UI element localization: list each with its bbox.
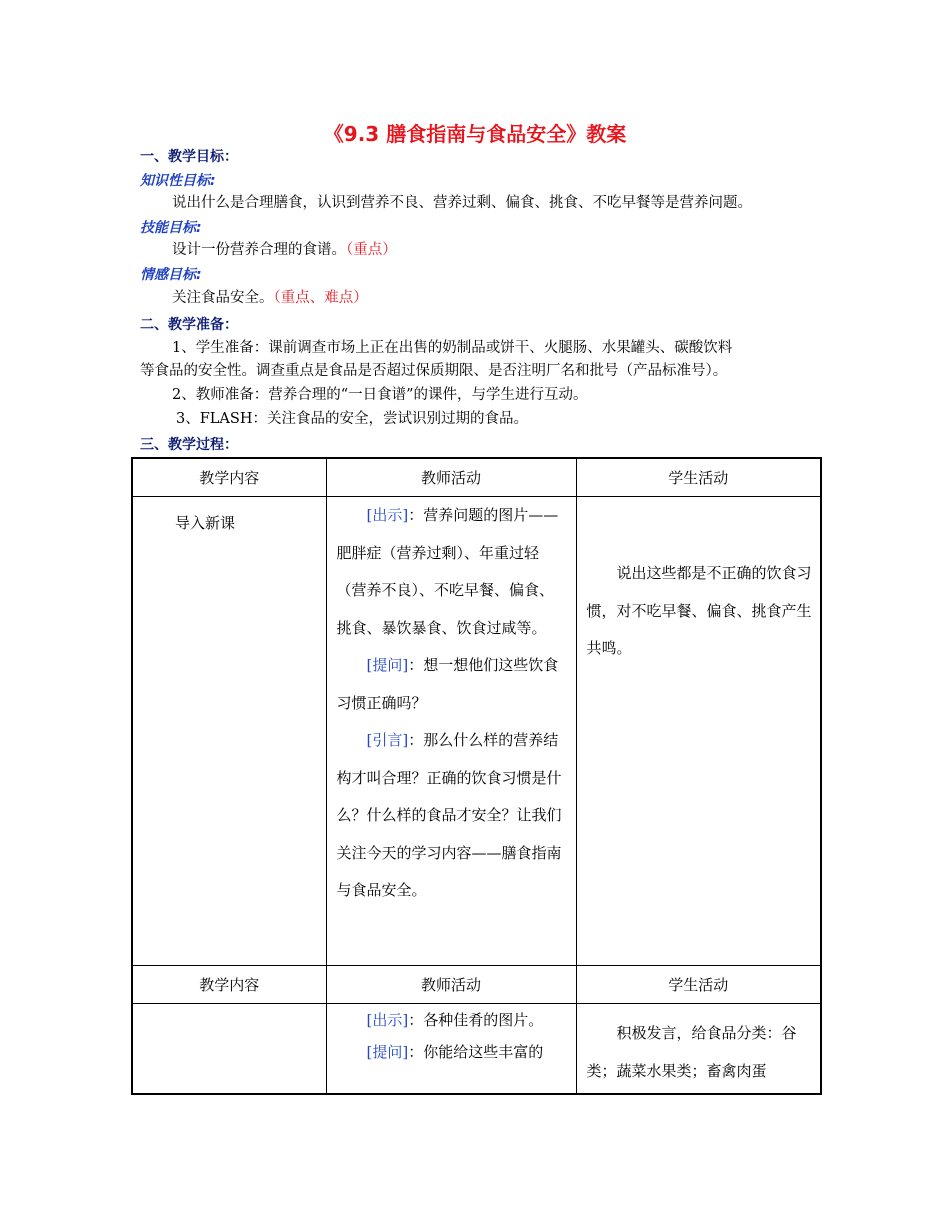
header-student: 学生活动 <box>576 458 821 497</box>
row1-content-cell <box>132 497 326 966</box>
teacher-text: ：各种佳肴的图片。 <box>408 1011 544 1029</box>
section-process-heading: 三、教学过程： <box>140 437 238 453</box>
teacher-text: ：想一想他们这些饮食习惯正确吗？ <box>336 656 559 712</box>
prep-item-3: 3、FLASH：关注食品的安全，尝试识别过期的食品。 <box>176 411 528 427</box>
skill-goal-label: 技能目标: <box>140 220 202 236</box>
teacher-tag: [引言] <box>366 731 409 749</box>
section-prep-heading: 二、教学准备： <box>140 317 238 333</box>
emotion-goal-note: （重点、难点） <box>273 290 368 306</box>
teacher-tag: [提问] <box>366 1043 409 1061</box>
row2-content-cell <box>132 1004 326 1094</box>
row1-student-text: 说出这些都是不正确的饮食习惯，对不吃早餐、偏食、挑食产生共鸣。 <box>586 564 812 657</box>
row1-student-cell <box>576 497 821 966</box>
header-content: 教学内容 <box>132 458 326 497</box>
header-teacher: 教师活动 <box>326 966 576 1004</box>
emotion-goal-label: 情感目标: <box>140 267 202 283</box>
row2-teacher-cell <box>326 1004 576 1094</box>
teacher-tag: [出示] <box>366 506 409 524</box>
knowledge-goal-text: 说出什么是合理膳食，认识到营养不良、营养过剩、偏食、挑食、不吃早餐等是营养问题。 <box>172 195 752 211</box>
teacher-text: ：营养问题的图片——肥胖症（营养过剩）、年重过轻（营养不良）、不吃早餐、偏食、挑食、暴饮暴食、饮食过咸等。 <box>336 506 559 637</box>
row2-student-cell <box>576 1004 821 1094</box>
emotion-goal-line <box>172 287 368 310</box>
row2-content <box>133 1004 326 1018</box>
prep-item-2: 2、教师准备：营养合理的“一日食谱”的课件，与学生进行互动。 <box>172 387 588 403</box>
header-student: 学生活动 <box>576 966 821 1004</box>
row1-content: 导入新课 <box>175 514 236 532</box>
row1-teacher-item <box>327 497 576 647</box>
table-row <box>132 497 821 966</box>
skill-goal-text: 设计一份营养合理的食谱。 <box>172 242 346 258</box>
teacher-tag: [提问] <box>366 656 409 674</box>
prep-item-1-line1: 1、学生准备：课前调查市场上正在出售的奶制品或饼干、火腿肠、水果罐头、碳酸饮料 <box>172 340 733 356</box>
table-row <box>132 1004 821 1094</box>
row1-teacher-item <box>327 722 576 910</box>
table-header-row <box>132 458 821 497</box>
prep-item-1-line2: 等食品的安全性。调查重点是食品是否超过保质期限、是否注明厂名和批号（产品标准号）。 <box>140 363 728 379</box>
table-header-row-repeat <box>132 966 821 1004</box>
skill-goal-note: （重点） <box>346 242 397 258</box>
header-teacher: 教师活动 <box>326 458 576 497</box>
emotion-goal-text: 关注食品安全。 <box>172 290 274 306</box>
row2-teacher-item <box>327 1004 576 1036</box>
row1-teacher-item <box>327 647 576 722</box>
teacher-tag: [出示] <box>366 1011 409 1029</box>
row2-teacher-item <box>327 1036 576 1068</box>
process-table <box>131 457 822 1095</box>
section-goals-heading: 一、教学目标： <box>140 149 238 165</box>
teacher-text: ：你能给这些丰富的 <box>408 1043 544 1061</box>
knowledge-goal-label: 知识性目标: <box>140 173 216 189</box>
document-title: 《9.3 膳食指南与食品安全》教案 <box>323 122 627 146</box>
row2-student-text: 积极发言，给食品分类：谷类；蔬菜水果类；畜禽肉蛋 <box>586 1024 797 1080</box>
teacher-text: ：那么什么样的营养结构才叫合理？正确的饮食习惯是什么？什么样的食品才安全？让我们关注今天的学习内容——膳食指南与食品安全。 <box>336 731 562 899</box>
header-content: 教学内容 <box>132 966 326 1004</box>
row1-teacher-cell <box>326 497 576 966</box>
skill-goal-line <box>172 239 397 262</box>
